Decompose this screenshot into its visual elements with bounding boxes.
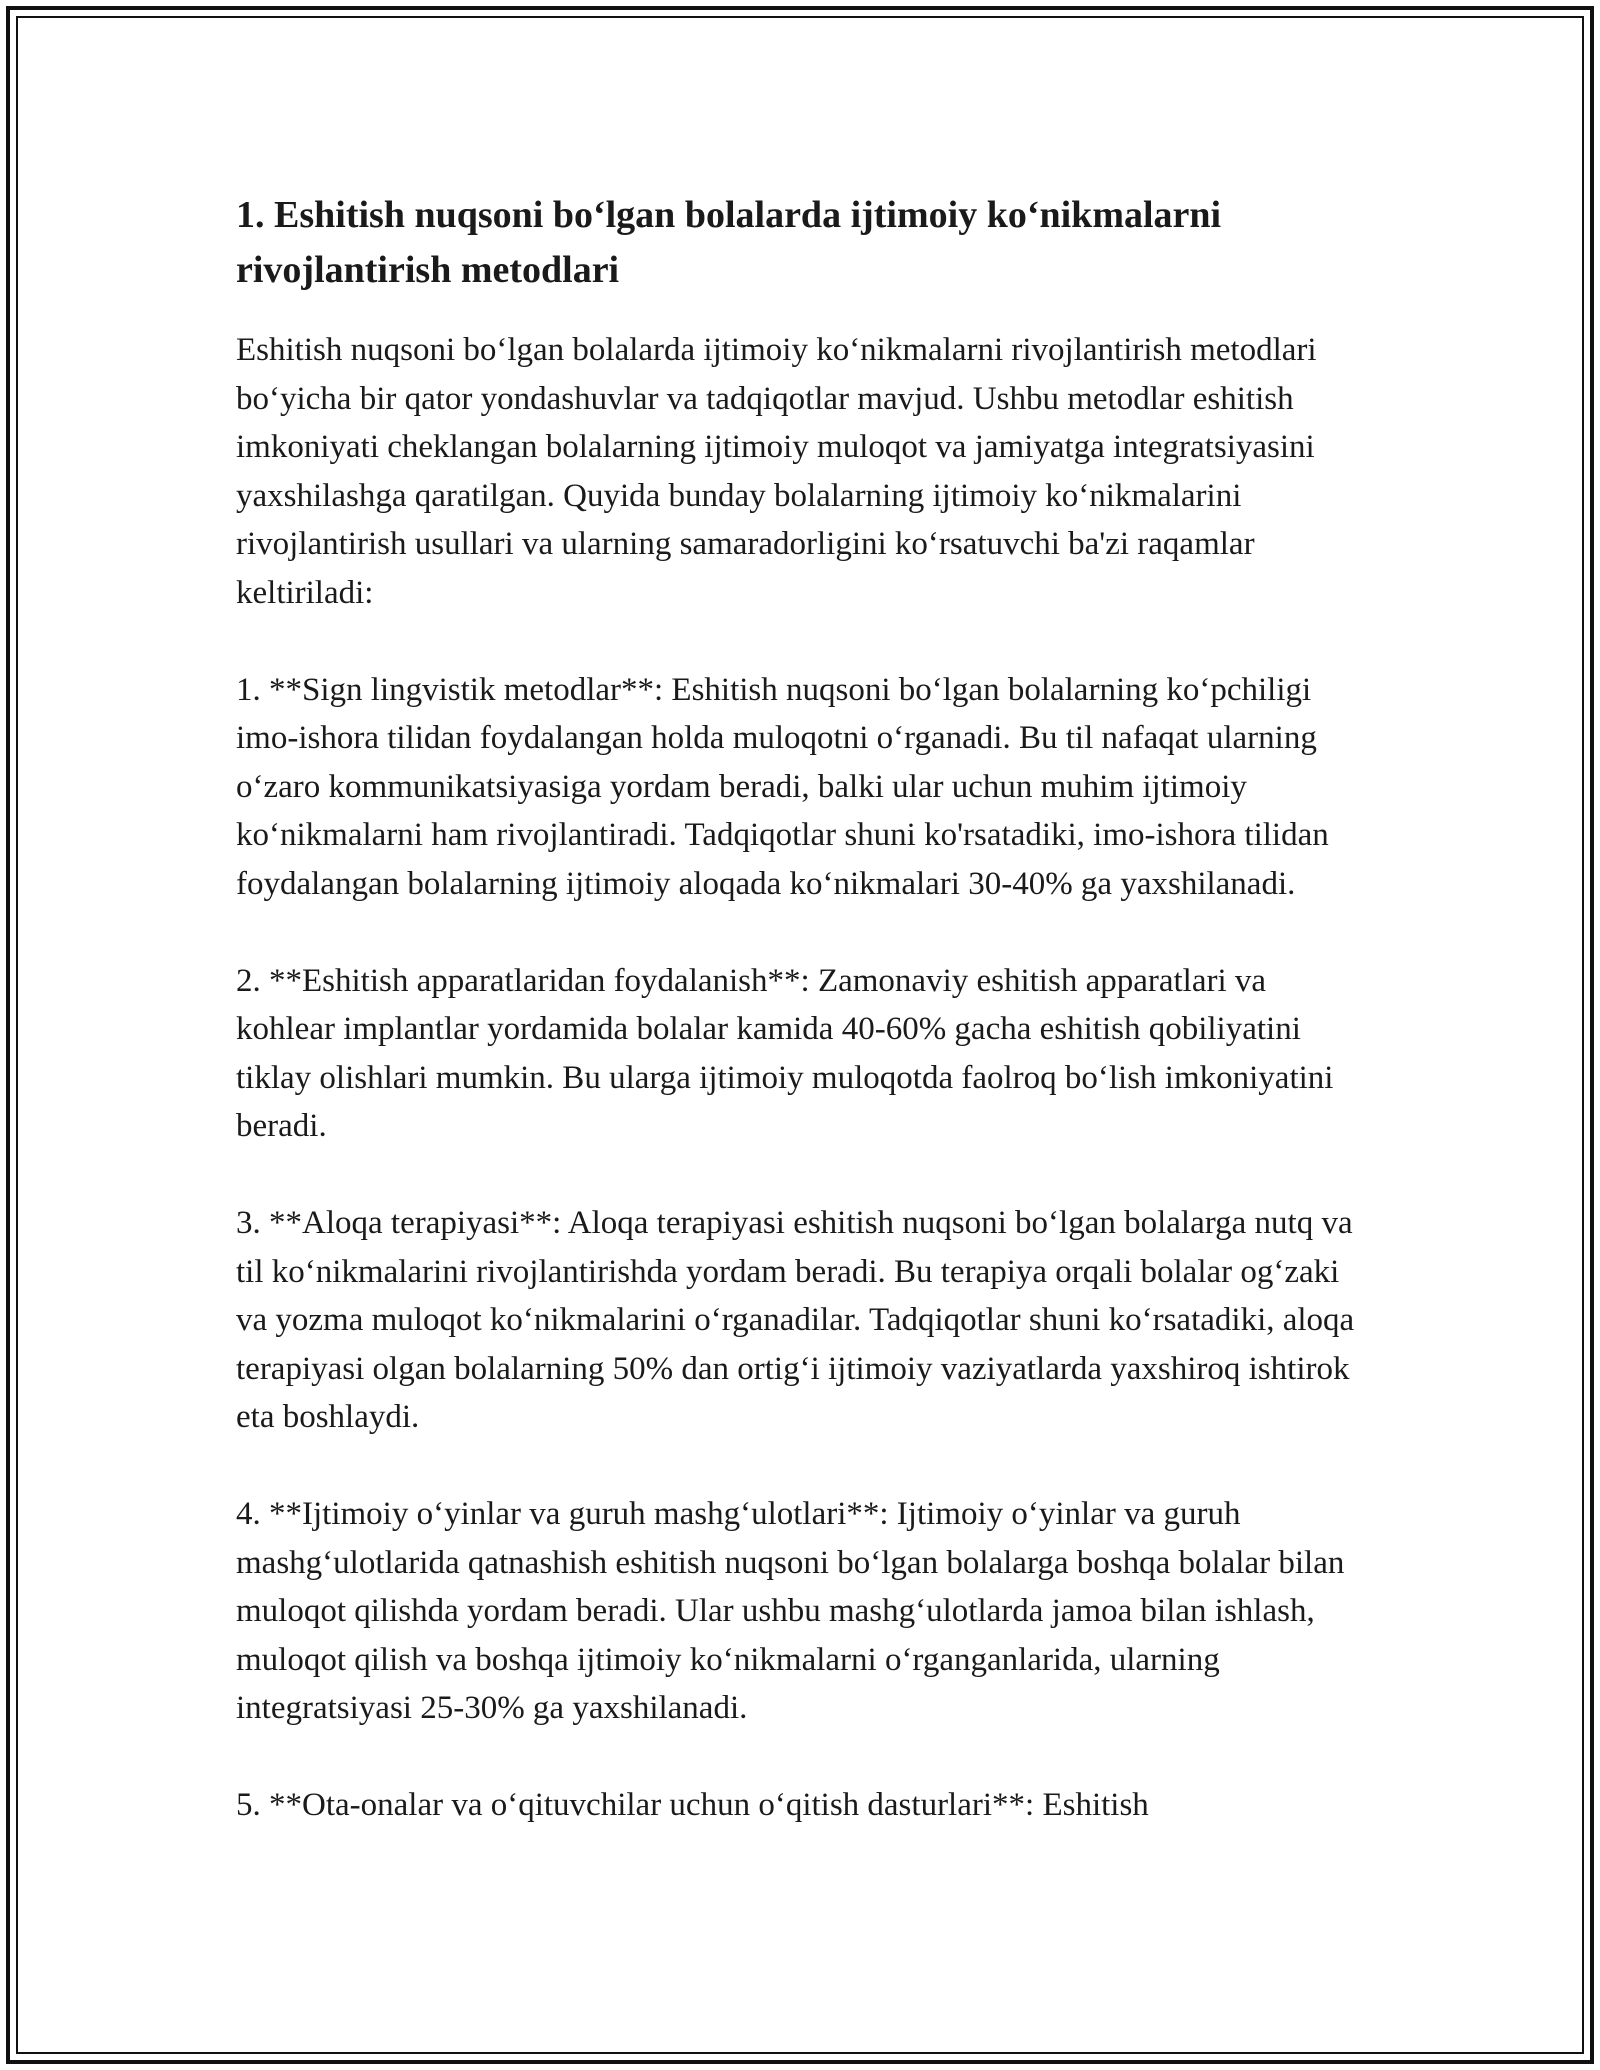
paragraph-gap — [236, 908, 1366, 957]
method-item-2: 2. **Eshitish apparatlaridan foydalanish**: Zamonaviy eshitish apparatlari va kohlear implantlar yordamida bolalar kamida 40-60% gacha eshitish qobiliyatini tiklay olishlari mumkin. Bu ularga ijtimoiy muloqotda faolroq bo‘lish imkoniyatini beradi. — [236, 962, 1334, 1144]
method-item-1: 1. **Sign lingvistik metodlar**: Eshitish nuqsoni bo‘lgan bolalarning ko‘pchiligi imo-ishora tilidan foydalangan holda muloqotni o‘rganadi. Bu til nafaqat ularning o‘zaro kommunikatsiyasiga yordam beradi, balki ular uchun muhim ijtimoiy ko‘nikmalarni ham rivojlantiradi. Tadqiqotlar shuni ko'rsatadiki, imo-ishora tilidan foydalangan bolalarning ijtimoiy aloqada ko‘nikmalari 30-40% ga yaxshilanadi. — [236, 671, 1329, 902]
paragraph-gap — [236, 1151, 1366, 1200]
document-body — [236, 188, 1366, 1830]
paragraph-gap — [236, 1442, 1366, 1491]
intro-paragraph: Eshitish nuqsoni bo‘lgan bolalarda ijtimoiy ko‘nikmalarni rivojlantirish metodlari bo‘yicha bir qator yondashuvlar va tadqiqotlar mavjud. Ushbu metodlar eshitish imkoniyati cheklangan bolalarning ijtimoiy muloqot va jamiyatga integratsiyasini yaxshilashga qaratilgan. Quyida bunday bolalarning ijtimoiy ko‘nikmalarini rivojlantirish usullari va ularning samaradorligini ko‘rsatuvchi ba'zi raqamlar keltiriladi: — [236, 332, 1317, 611]
paragraph-gap — [236, 617, 1366, 666]
method-item-3: 3. **Aloqa terapiyasi**: Aloqa terapiyasi eshitish nuqsoni bo‘lgan bolalarga nutq va til ko‘nikmalarini rivojlantirishda yordam beradi. Bu terapiya orqali bolalar og‘zaki va yozma muloqot ko‘nikmalarini o‘rganadilar. Tadqiqotlar shuni ko‘rsatadiki, aloqa terapiyasi olgan bolalarning 50% dan ortig‘i ijtimoiy vaziyatlarda yaxshiroq ishtirok eta boshlaydi. — [236, 1205, 1355, 1435]
method-item-5: 5. **Ota-onalar va o‘qituvchilar uchun o‘qitish dasturlari**: Eshitish — [236, 1787, 1149, 1823]
method-item-4: 4. **Ijtimoiy o‘yinlar va guruh mashg‘ulotlari**: Ijtimoiy o‘yinlar va guruh mashg‘ulotlarida qatnashish eshitish nuqsoni bo‘lgan bolalarga boshqa bolalar bilan muloqot qilishda yordam beradi. Ular ushbu mashg‘ulotlarda jamoa bilan ishlash, muloqot qilish va boshqa ijtimoiy ko‘nikmalarni o‘rganganlarida, ularning integratsiyasi 25-30% ga yaxshilanadi. — [236, 1496, 1345, 1726]
document-title: 1. Eshitish nuqsoni bo‘lgan bolalarda ijtimoiy ko‘nikmalarni rivojlantirish metodlari — [236, 194, 1222, 291]
paragraph-gap — [236, 1733, 1366, 1782]
